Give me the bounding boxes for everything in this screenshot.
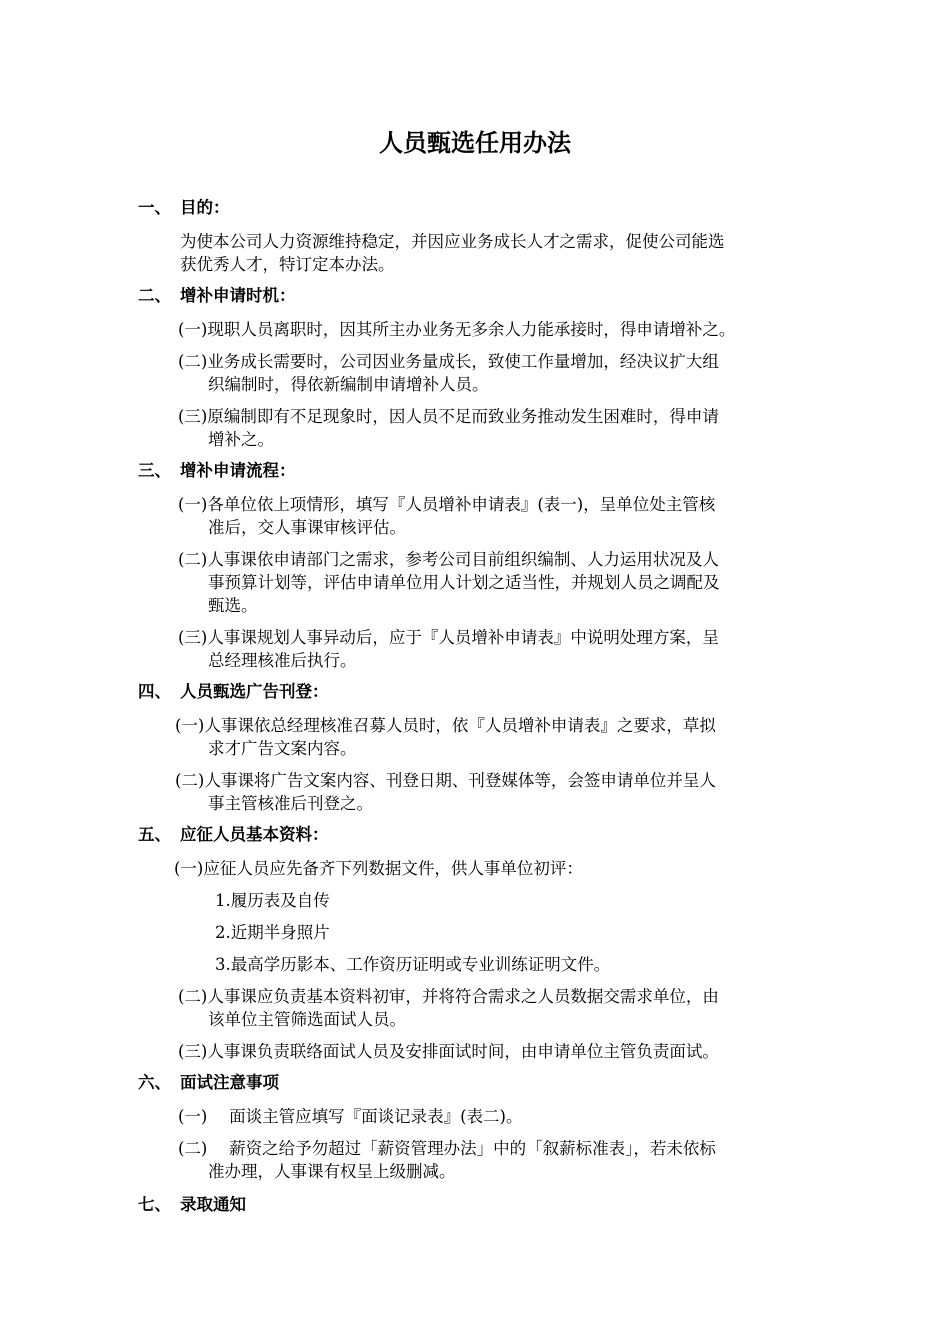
list-item-continuation: 总经理核准后执行。	[208, 651, 357, 670]
sub-list-item: 3.最高学历影本、工作资历证明或专业训练证明文件。	[215, 955, 611, 974]
list-item: (一) 面谈主管应填写『面谈记录表』(表二)。	[178, 1107, 523, 1126]
section-number: 七、	[138, 1195, 171, 1214]
section-heading	[138, 284, 296, 308]
document-title: 人员甄选任用办法	[379, 129, 571, 157]
list-item-continuation: 增补之。	[208, 430, 274, 449]
list-item-continuation: 甄选。	[208, 596, 258, 615]
list-item: (三)原编制即有不足现象时，因人员不足而致业务推动发生困难时，得申请	[178, 407, 719, 426]
section-number: 五、	[138, 825, 171, 844]
list-item-continuation: 准办理，人事课有权呈上级删减。	[208, 1162, 456, 1181]
section-title: 应征人员基本资料：	[180, 825, 329, 844]
section-heading	[138, 1193, 246, 1217]
section-number: 四、	[138, 682, 171, 701]
list-item: (三)人事课负责联络面试人员及安排面试时间，由申请单位主管负责面试。	[178, 1042, 719, 1061]
list-item: (一)各单位依上项情形，填写『人员增补申请表』(表一)，呈单位处主管核	[178, 495, 716, 514]
list-item: (一)人事课依总经理核准召募人员时，依『人员增补申请表』之要求，草拟	[175, 716, 716, 735]
list-item: (二) 薪资之给予勿超过「薪资管理办法」中的「叙薪标准表」，若未依标	[178, 1139, 716, 1158]
section-number: 一、	[138, 198, 171, 217]
paragraph-line: 为使本公司人力资源维持稳定，并因应业务成长人才之需求，促使公司能选	[180, 232, 725, 251]
section-heading	[138, 680, 329, 704]
list-item-continuation: 织编制时，得依新编制申请增补人员。	[208, 375, 489, 394]
section-number: 六、	[138, 1073, 171, 1092]
list-item-continuation: 事预算计划等，评估申请单位用人计划之适当性，并规划人员之调配及	[208, 573, 720, 592]
section-number: 三、	[138, 461, 171, 480]
section-heading	[138, 823, 329, 847]
list-item: (三)人事课规划人事异动后，应于『人员增补申请表』中说明处理方案，呈	[178, 628, 719, 647]
section-title: 人员甄选广告刊登：	[180, 682, 329, 701]
list-item: (一)现职人员离职时，因其所主办业务无多余人力能承接时，得申请增补之。	[178, 320, 736, 339]
section-title: 增补申请流程：	[180, 461, 296, 480]
section-title: 目的：	[180, 198, 230, 217]
section-heading	[138, 196, 230, 220]
list-item: (二)人事课依申请部门之需求，参考公司目前组织编制、人力运用状况及人	[178, 550, 719, 569]
sub-list-item: 1.履历表及自传	[215, 891, 330, 910]
sub-list-item: 2.近期半身照片	[215, 923, 330, 942]
section-title: 面试注意事项	[180, 1073, 279, 1092]
list-item-continuation: 该单位主管筛选面试人员。	[208, 1010, 406, 1029]
section-number: 二、	[138, 286, 171, 305]
paragraph-line: 获优秀人才，特订定本办法。	[180, 255, 395, 274]
list-item-continuation: 事主管核准后刊登之。	[208, 794, 373, 813]
list-item: (二)业务成长需要时，公司因业务量成长，致使工作量增加，经决议扩大组	[178, 352, 719, 371]
list-item: (二)人事课将广告文案内容、刊登日期、刊登媒体等，会签申请单位并呈人	[175, 771, 716, 790]
list-item-continuation: 准后，交人事课审核评估。	[208, 518, 406, 537]
list-item-continuation: 求才广告文案内容。	[208, 739, 357, 758]
list-item: (一)应征人员应先备齐下列数据文件，供人事单位初评：	[174, 859, 583, 878]
section-heading	[138, 459, 296, 483]
section-title: 录取通知	[180, 1195, 246, 1214]
section-heading	[138, 1071, 279, 1095]
list-item: (二)人事课应负责基本资料初审，并将符合需求之人员数据交需求单位，由	[178, 987, 719, 1006]
section-title: 增补申请时机：	[180, 286, 296, 305]
